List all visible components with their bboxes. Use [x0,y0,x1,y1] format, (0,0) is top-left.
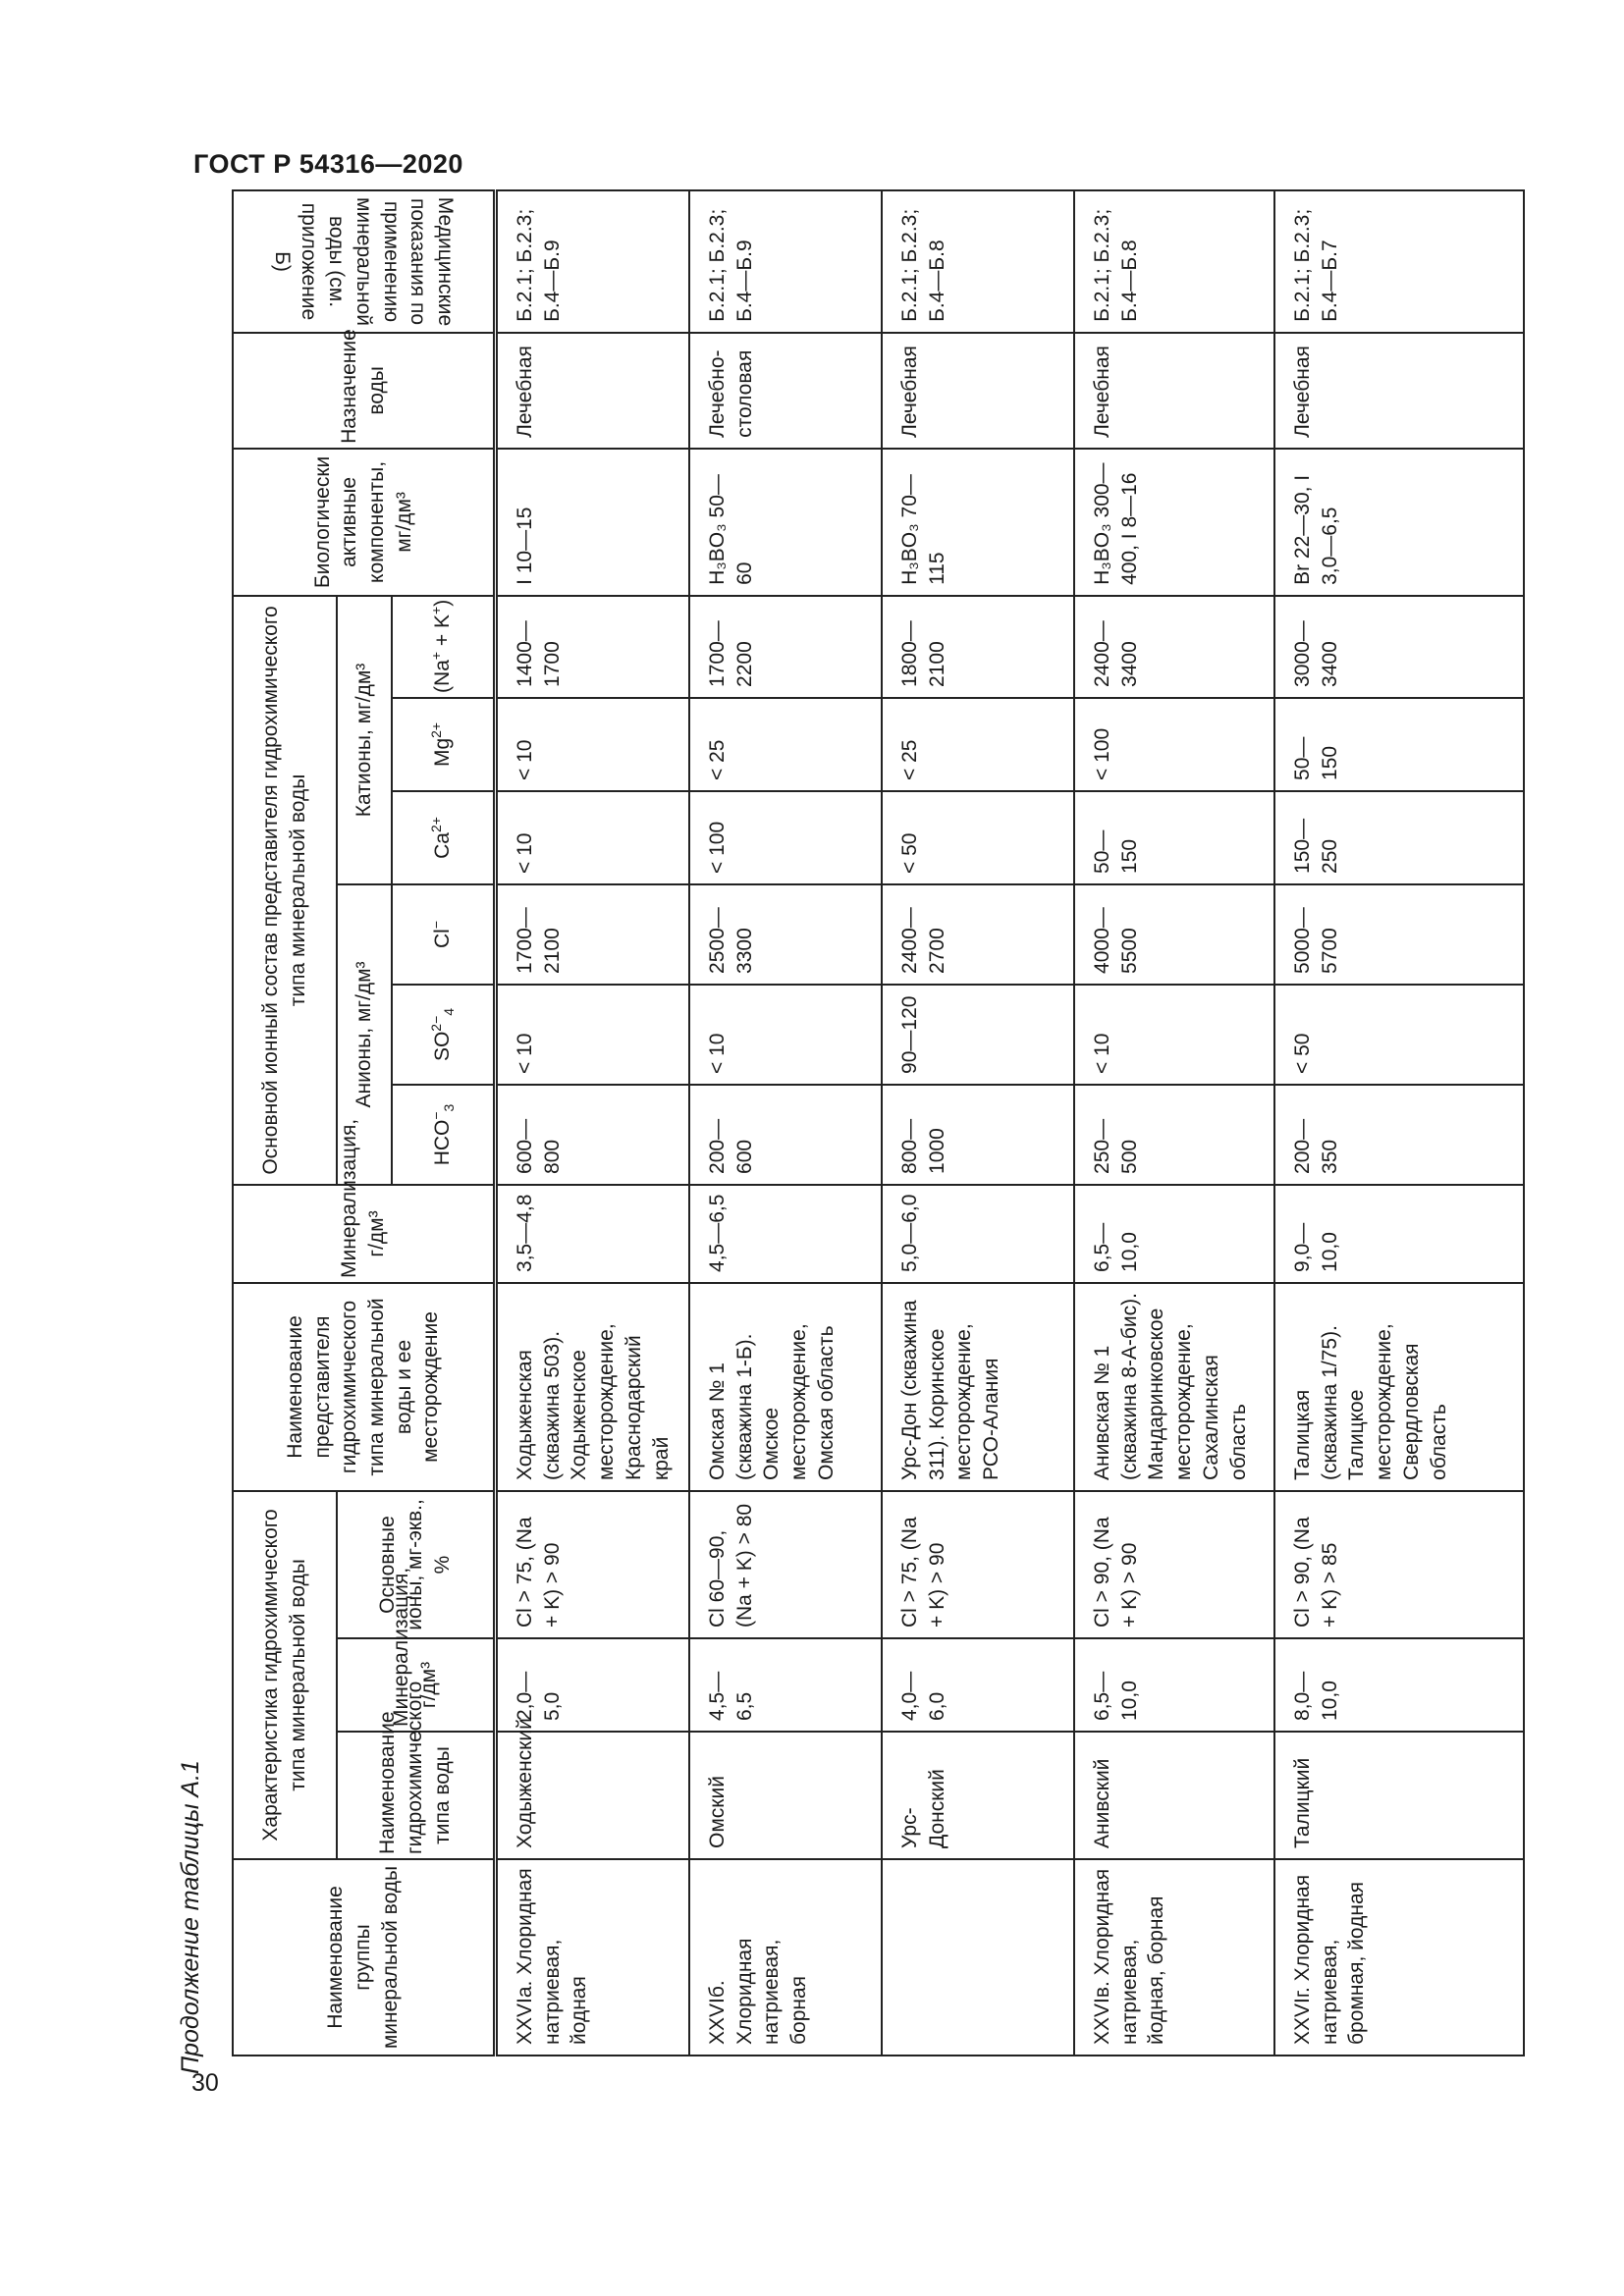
cell-so4: < 50 [1274,985,1524,1085]
col-header-representative: Наименование представителя гидрохимического типа минеральной воды и ее месторождение [233,1283,496,1491]
rotated-table-area [177,17,1473,2080]
table-row [1074,190,1274,2056]
cell-type-mineralization: 6,5—10,0 [1074,1638,1274,1732]
col-header-cl: Cl− [392,884,496,985]
col-header-ion-composition: Основной ионный состав представителя гидрохимического типа минеральной воды [233,596,337,1185]
cell-group: XXVIг. Хлоридная натриевая, бромная, йодная [1274,1859,1524,2056]
cell-purpose: Лечебная [1274,333,1524,449]
cell-type-ions: Cl 60—90, (Na + K) > 80 [689,1491,882,1638]
col-header-mineralization: Минерализация, г/дм³ [233,1185,496,1283]
cell-hco3: 600—800 [496,1085,690,1185]
cell-representative: Анивская № 1 (скважина 8-А-бис). Мандаринковское месторождение, Сахалинская область [1074,1283,1274,1491]
cell-type-mineralization: 8,0—10,0 [1274,1638,1524,1732]
cell-medical: Б.2.1; Б.2.3; Б.4—Б.9 [689,190,882,333]
cell-representative: Талицкая (скважина 1/75). Талицкое месторождение, Свердловская область [1274,1283,1524,1491]
cell-type-name: Ходыженский [496,1732,690,1859]
col-header-hco3: $HCO^-_3$ [392,1085,496,1185]
cell-medical: Б.2.1; Б.2.3; Б.4—Б.9 [496,190,690,333]
cell-type-name: Урс-Донский [882,1732,1074,1859]
cell-group: XXVIб. Хлоридная натриевая, борная [689,1859,882,2056]
cell-group: XXVIв. Хлоридная натриевая, йодная, борная [1074,1859,1274,2056]
cell-purpose: Лечебная [1074,333,1274,449]
cell-purpose: Лечебная [882,333,1074,449]
cell-group [882,1859,1074,2056]
col-header-na-k: (Na+ + K+) [392,596,496,698]
cell-medical: Б.2.1; Б.2.3; Б.4—Б.8 [1074,190,1274,333]
cell-cl: 2500—3300 [689,884,882,985]
cell-mineralization: 5,0—6,0 [882,1185,1074,1283]
table-row [689,190,882,2056]
table-row [496,190,690,2056]
cell-na-k: 2400—3400 [1074,596,1274,698]
cell-mg: < 10 [496,698,690,791]
cell-bio: Br 22—30, I 3,0—6,5 [1274,449,1524,596]
cell-bio: H₃BO₃ 70—115 [882,449,1074,596]
cell-so4: < 10 [1074,985,1274,1085]
cell-na-k: 3000—3400 [1274,596,1524,698]
cell-mineralization: 9,0—10,0 [1274,1185,1524,1283]
col-header-ca: $Ca^{2+}$ [392,791,496,884]
cell-ca: 50—150 [1074,791,1274,884]
col-header-type-name: Наименование гидрохимического типа воды [337,1732,496,1859]
table-row [882,190,1074,2056]
cell-type-name: Талицкий [1274,1732,1524,1859]
cell-purpose: Лечебно-столовая [689,333,882,449]
cell-bio: H₃BO₃ 50—60 [689,449,882,596]
col-header-bio-components: Биологически активные компоненты, мг/дм³ [233,449,496,596]
cell-bio: I 10—15 [496,449,690,596]
cell-type-name: Анивский [1074,1732,1274,1859]
cell-mineralization: 4,5—6,5 [689,1185,882,1283]
cell-na-k: 1700—2200 [689,596,882,698]
cell-hco3: 250—500 [1074,1085,1274,1185]
col-header-medical-text: Медицинские показания по применению минеральной воды (см. приложение Б) [270,196,458,327]
cell-type-ions: Cl > 90, (Na + K) > 85 [1274,1491,1524,1638]
col-header-anions: Анионы, мг/дм³ [337,884,392,1185]
cell-cl: 2400—2700 [882,884,1074,985]
cell-ca: < 10 [496,791,690,884]
cell-type-mineralization: 2,0—5,0 [496,1638,690,1732]
cell-type-mineralization: 4,5—6,5 [689,1638,882,1732]
cell-bio: H₃BO₃ 300—400, I 8—16 [1074,449,1274,596]
cell-so4: < 10 [496,985,690,1085]
cell-representative: Урс-Дон (скважина 311). Коринское месторождение, РСО-Алания [882,1283,1074,1491]
col-header-purpose: Назначение воды [233,333,496,449]
col-header-medical [233,190,496,333]
cell-hco3: 200—350 [1274,1085,1524,1185]
cell-mg: 50—150 [1274,698,1524,791]
cell-cl: 1700—2100 [496,884,690,985]
cell-na-k: 1800—2100 [882,596,1074,698]
col-header-group: Наименование группы минеральной воды [233,1859,496,2056]
mineral-water-table [232,189,1525,2056]
cell-cl: 4000—5500 [1074,884,1274,985]
table-caption: Продолжение таблицы А.1 [177,1760,204,2074]
cell-medical: Б.2.1; Б.2.3; Б.4—Б.8 [882,190,1074,333]
cell-purpose: Лечебная [496,333,690,449]
col-header-cations: Катионы, мг/дм³ [337,596,392,884]
cell-type-mineralization: 4,0—6,0 [882,1638,1074,1732]
cell-medical: Б.2.1; Б.2.3; Б.4—Б.7 [1274,190,1524,333]
col-header-type-ions: Основные ионы, мг-экв., % [337,1491,496,1638]
cell-mg: < 100 [1074,698,1274,791]
cell-hco3: 800—1000 [882,1085,1074,1185]
cell-so4: 90—120 [882,985,1074,1085]
document-id: ГОСТ Р 54316—2020 [193,149,463,179]
cell-type-ions: Cl > 90, (Na + K) > 90 [1074,1491,1274,1638]
cell-mg: < 25 [882,698,1074,791]
cell-so4: < 10 [689,985,882,1085]
cell-ca: 150—250 [1274,791,1524,884]
cell-ca: < 100 [689,791,882,884]
cell-type-name: Омский [689,1732,882,1859]
col-header-type-characteristic: Характеристика гидрохимического типа минеральной воды [233,1491,337,1859]
col-header-mg: $Mg^{2+}$ [392,698,496,791]
cell-ca: < 50 [882,791,1074,884]
cell-mineralization: 3,5—4,8 [496,1185,690,1283]
table-row [1274,190,1524,2056]
cell-representative: Омская № 1 (скважина 1-Б). Омское месторождение, Омская область [689,1283,882,1491]
cell-mg: < 25 [689,698,882,791]
cell-na-k: 1400—1700 [496,596,690,698]
col-header-type-mineralization: Минерализация, г/дм³ [337,1638,496,1732]
cell-representative: Ходыженская (скважина 503). Ходыженское месторождение, Краснодарский край [496,1283,690,1491]
cell-cl: 5000—5700 [1274,884,1524,985]
cell-type-ions: Cl > 75, (Na + K) > 90 [882,1491,1074,1638]
cell-type-ions: Cl > 75, (Na + K) > 90 [496,1491,690,1638]
cell-mineralization: 6,5—10,0 [1074,1185,1274,1283]
col-header-so4: $SO^{2-}_4$ [392,985,496,1085]
cell-group: XXVIa. Хлоридная натриевая, йодная [496,1859,690,2056]
page-number: 30 [191,2069,219,2097]
cell-hco3: 200—600 [689,1085,882,1185]
